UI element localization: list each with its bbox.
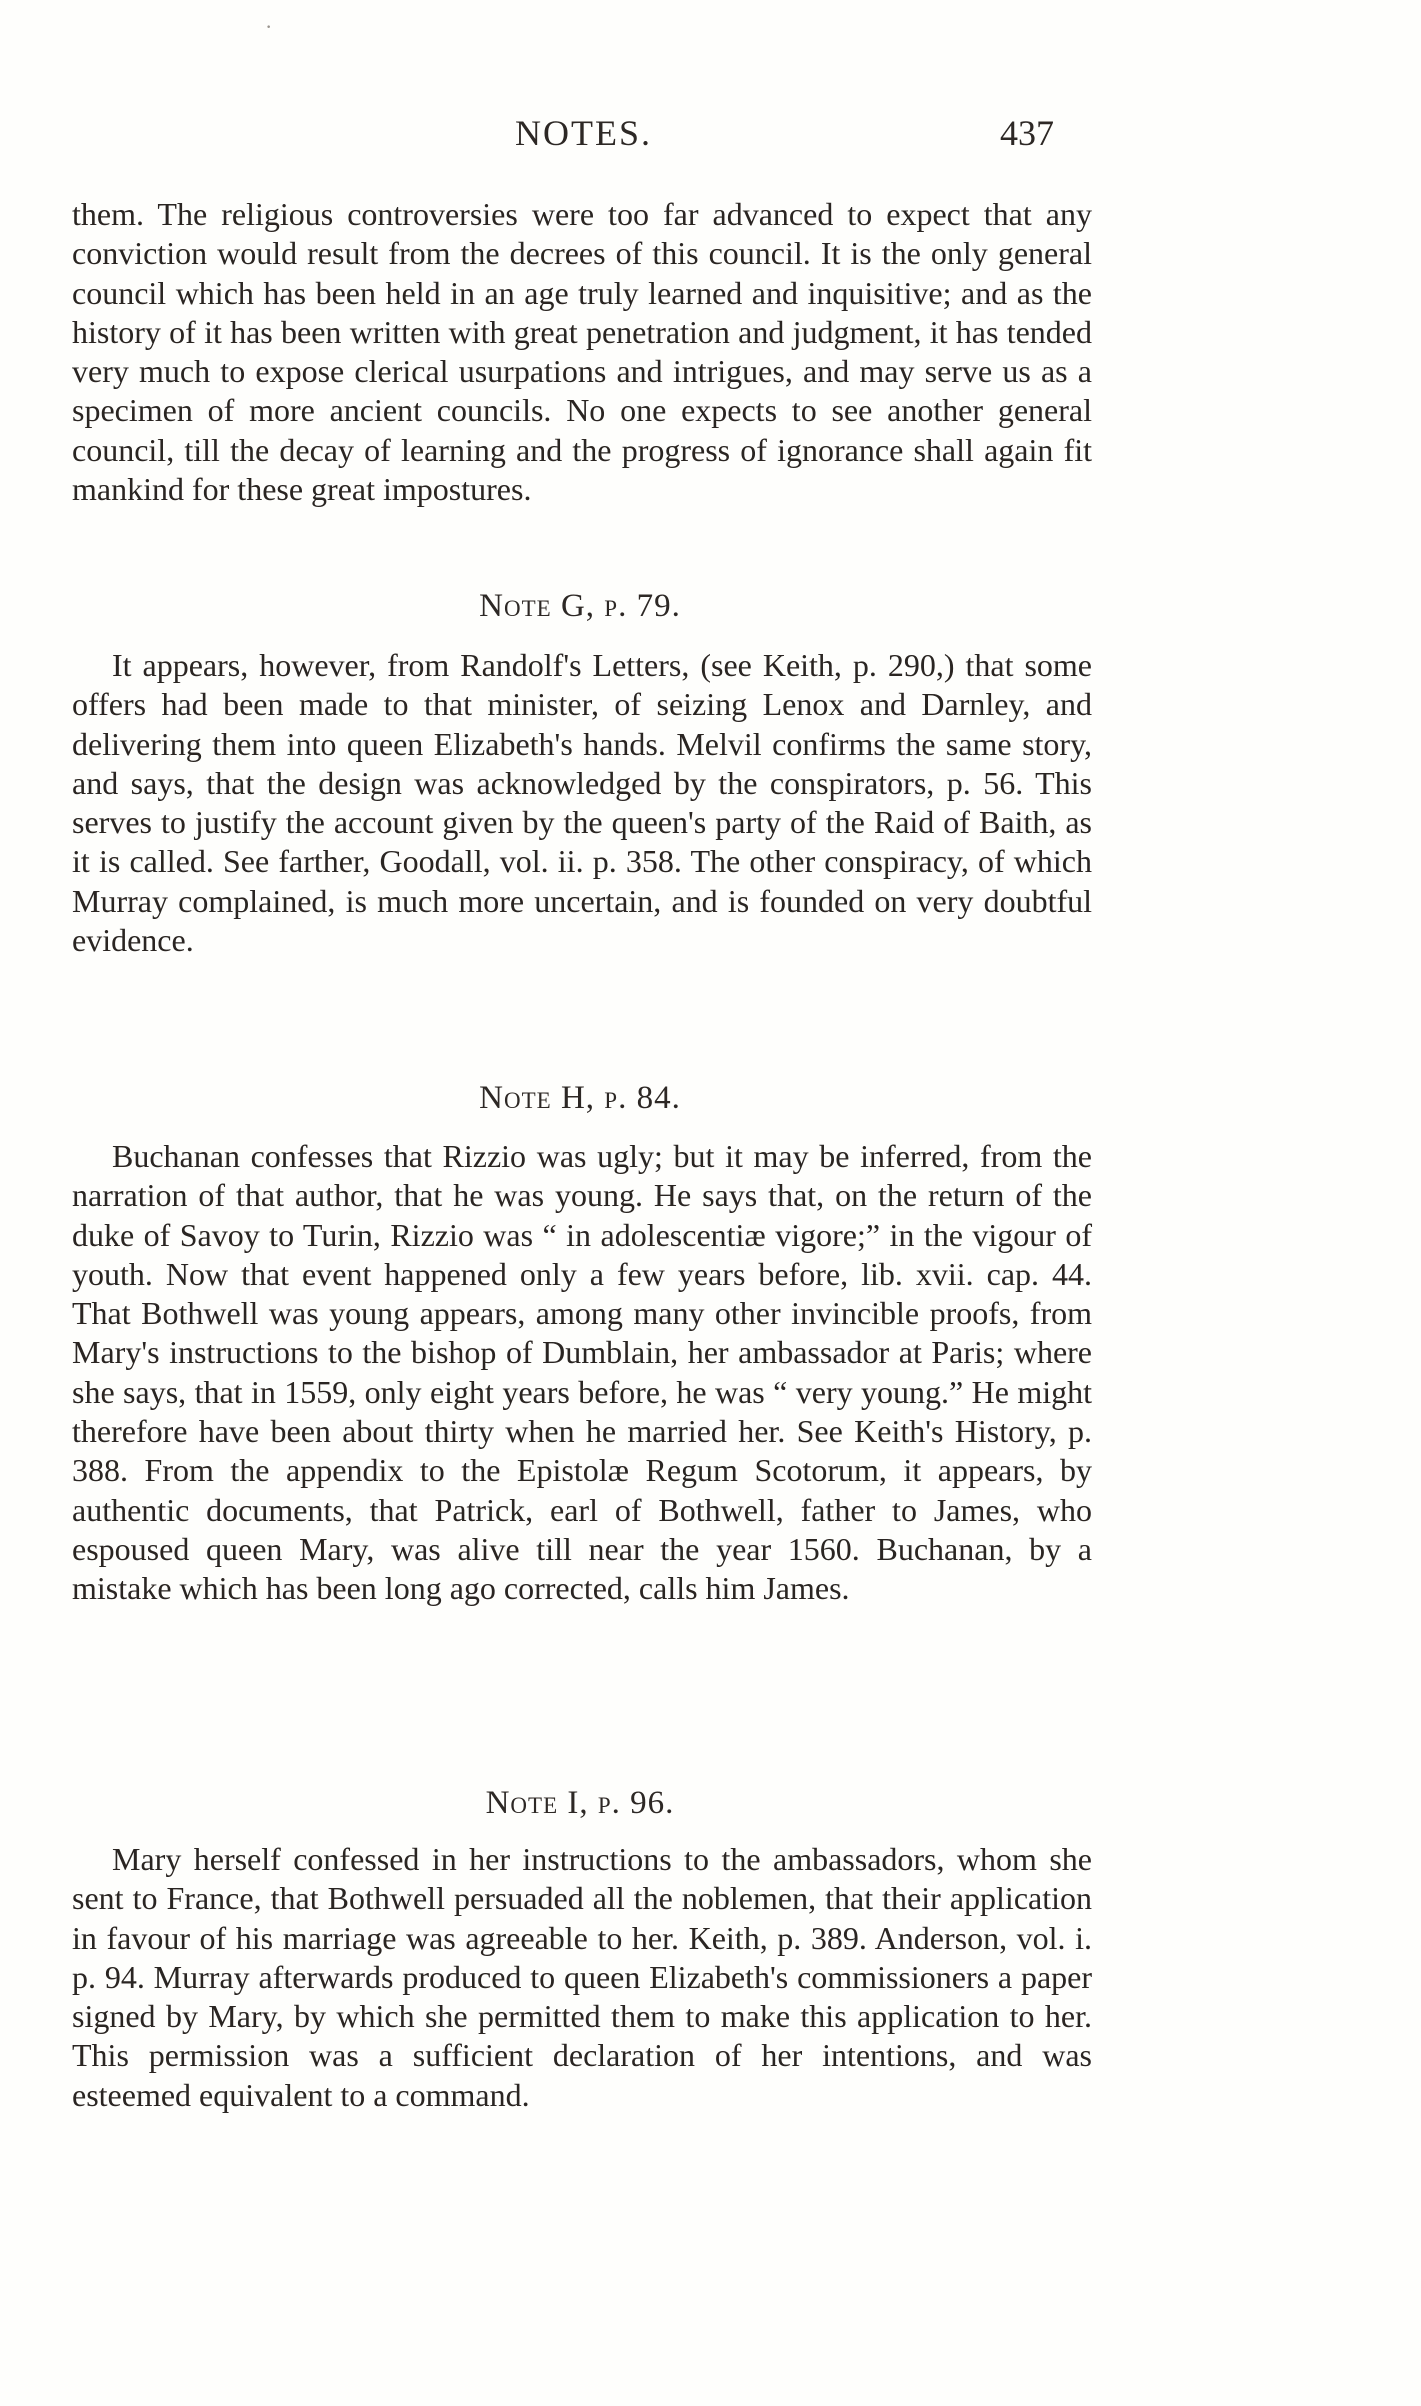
note-g-heading: Note G, p. 79.: [479, 588, 681, 624]
continued-paragraph: them. The religious controversies were too far advanced to expect that any conviction would result from the decrees of this council. It is the only general council which has been held in an age truly learned and inquisitive; and as the history of it has been written with great penetration and judgment, it has tended very much to expose clerical usurpations and intrigues, and may serve us as a specimen of more ancient councils. No one expects to see another general council, till the decay of learning and the progress of ignorance shall again fit mankind for these great impostures.: [72, 196, 1092, 508]
page-number: 437: [1000, 113, 1054, 153]
print-speck: ·: [265, 14, 273, 39]
note-h-heading: Note H, p. 84.: [479, 1080, 681, 1116]
page-header: [0, 112, 1421, 162]
note-i-text: Mary herself confessed in her instructions to the ambassadors, whom she sent to France, that Bothwell persuaded all the noblemen, that their application in favour of his marriage was agreeable to her. Keith, p. 389. Anderson, vol. i. p. 94. Murray afterwards produced to queen Elizabeth's commissioners a paper signed by Mary, by which she permitted them to make this application to her. This permission was a sufficient declaration of her intentions, and was esteemed equivalent to a command.: [72, 1841, 1092, 2113]
note-g-text: It appears, however, from Randolf's Letters, (see Keith, p. 290,) that some offers had been made to that minister, of seizing Lenox and Darnley, and delivering them into queen Elizabeth's hands. Melvil confirms the same story, and says, that the design was acknowledged by the conspirators, p. 56. This serves to justify the account given by the queen's party of the Raid of Baith, as it is called. See farther, Goodall, vol. ii. p. 358. The other conspiracy, of which Murray complained, is much more uncertain, and is founded on very doubtful evidence.: [72, 647, 1092, 959]
note-i-heading: Note I, p. 96.: [485, 1785, 675, 1821]
running-head: NOTES.: [515, 113, 652, 153]
note-h-text: Buchanan confesses that Rizzio was ugly; but it may be inferred, from the narration of that author, that he was young. He says that, on the return of the duke of Savoy to Turin, Rizzio was “ in adolescentiæ vigore;” in the vigour of youth. Now that event happened only a few years before, lib. xvii. cap. 44. That Bothwell was young appears, among many other invincible proofs, from Mary's instructions to the bishop of Dumblain, her ambassador at Paris; where she says, that in 1559, only eight years before, he was “ very young.” He might therefore have been about thirty when he married her. See Keith's History, p. 388. From the appendix to the Epistolæ Regum Scotorum, it appears, by authentic documents, that Patrick, earl of Bothwell, father to James, who espoused queen Mary, was alive till near the year 1560. Buchanan, by a mistake which has been long ago corrected, calls him James.: [72, 1138, 1092, 1607]
